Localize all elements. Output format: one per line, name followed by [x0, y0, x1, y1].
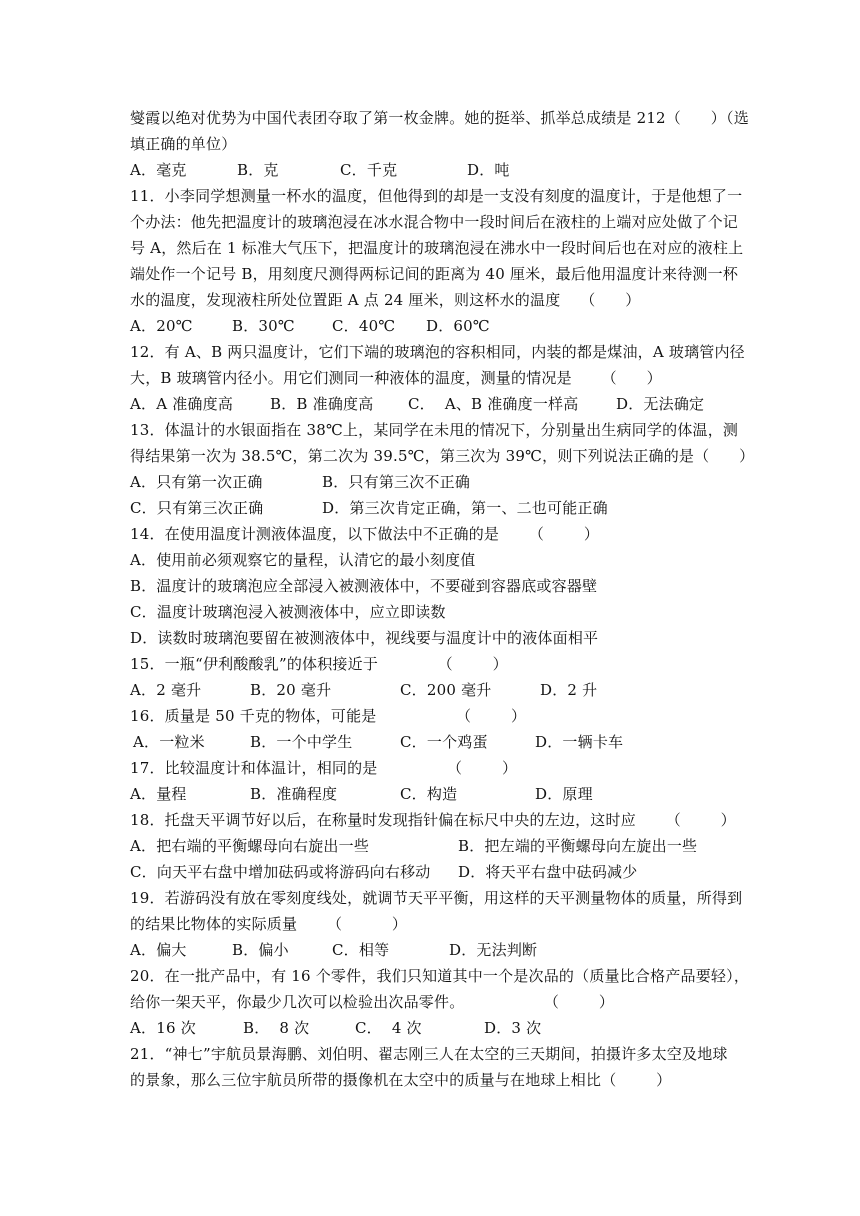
q19-option-b: B．偏小 [232, 941, 289, 959]
q16-option-c: C．一个鸡蛋 [400, 733, 488, 751]
q20-option-a: A．16 次 [130, 1019, 196, 1037]
q10-option-a: A．毫克 [130, 161, 187, 179]
q18-option-a: A．把右端的平衡螺母向右旋出一些 [130, 837, 370, 855]
q11-option-c: C．40℃ [332, 317, 396, 335]
q19-option-c: C．相等 [332, 941, 390, 959]
q17-option-c: C．构造 [400, 785, 458, 803]
q13-line-2: 得结果第一次为 38.5℃，第二次为 39.5℃，第三次为 39℃，则下列说法正确的是（ ） [130, 447, 755, 465]
q19-option-a: A．偏大 [130, 941, 187, 959]
q21-line-2: 的景象，那么三位宇航员所带的摄像机在太空中的质量与在地球上相比（ ） [130, 1071, 672, 1089]
q20-option-b: B． 8 次 [243, 1019, 310, 1037]
q11-line-3: 号 A，然后在 1 标准大气压下，把温度计的玻璃泡浸在沸水中一段时间后也在对应的液柱上 [130, 239, 744, 257]
q13-option-a: A．只有第一次正确 [130, 473, 263, 491]
q18-option-c: C．向天平右盘中增加砝码或将游码向右移动 [130, 863, 431, 881]
q12-option-a: A．A 准确度高 [130, 395, 234, 413]
q16-option-d: D．一辆卡车 [535, 733, 624, 751]
q15-option-b: B．20 毫升 [250, 681, 332, 699]
q14-option-c: C．温度计玻璃泡浸入被测液体中，应立即读数 [130, 603, 446, 621]
q18-option-d: D．将天平右盘中砝码减少 [458, 863, 638, 881]
q19-line-2: 的结果比物体的实际质量 （ ） [130, 915, 408, 933]
q15-option-d: D．2 升 [540, 681, 598, 699]
q14-option-a: A．使用前必须观察它的量程，认清它的最小刻度值 [130, 551, 476, 569]
q10-option-c: C．千克 [340, 161, 398, 179]
q11-line-2: 个办法：他先把温度计的玻璃泡浸在冰水混合物中一段时间后在液柱的上端对应处做了个记 [130, 213, 739, 231]
q14-line-1: 14．在使用温度计测液体温度，以下做法中不正确的是 （ ） [130, 525, 600, 543]
q16-option-b: B．一个中学生 [250, 733, 353, 751]
q16-option-a: A．一粒米 [133, 733, 205, 751]
q12-option-d: D．无法确定 [616, 395, 705, 413]
q12-line-1: 12．有 A、B 两只温度计，它们下端的玻璃泡的容积相同，内装的都是煤油，A 玻璃管内径 [130, 343, 745, 361]
q16-line-1: 16．质量是 50 千克的物体，可能是 （ ） [130, 707, 527, 725]
q12-option-b: B．B 准确度高 [270, 395, 374, 413]
q15-line-1: 15．一瓶“伊利酸酸乳”的体积接近于 （ ） [130, 655, 508, 673]
q20-line-1: 20．在一批产品中，有 16 个零件，我们只知道其中一个是次品的（质量比合格产品要轻）， [130, 967, 750, 985]
q15-option-a: A．2 毫升 [130, 681, 202, 699]
q10-option-b: B．克 [237, 161, 279, 179]
q13-option-c: C．只有第三次正确 [130, 499, 264, 517]
q11-line-4: 端处作一个记号 B，用刻度尺测得两标记间的距离为 40 厘米，最后他用温度计来待测一杯 [130, 265, 739, 283]
q20-option-c: C． 4 次 [355, 1019, 422, 1037]
q12-line-2: 大，B 玻璃管内径小。用它们测同一种液体的温度，测量的情况是 （ ） [130, 369, 662, 387]
q14-option-d: D．读数时玻璃泡要留在被测液体中，视线要与温度计中的液体面相平 [130, 629, 599, 647]
q19-line-1: 19．若游码没有放在零刻度线处，就调节天平平衡，用这样的天平测量物体的质量，所得到 [130, 889, 743, 907]
q18-option-b: B．把左端的平衡螺母向左旋出一些 [458, 837, 698, 855]
q13-option-b: B．只有第三次不正确 [322, 473, 471, 491]
q17-option-b: B．准确程度 [250, 785, 338, 803]
q11-option-a: A．20℃ [130, 317, 193, 335]
q17-option-a: A．量程 [130, 785, 187, 803]
q11-line-1: 11．小李同学想测量一杯水的温度，但他得到的却是一支没有刻度的温度计，于是他想了一 [130, 187, 743, 205]
q14-option-b: B．温度计的玻璃泡应全部浸入被测液体中，不要碰到容器底或容器壁 [130, 577, 598, 595]
q17-line-1: 17．比较温度计和体温计，相同的是 （ ） [130, 759, 518, 777]
q18-line-1: 18．托盘天平调节好以后，在称量时发现指针偏在标尺中央的左边，这时应 （ ） [130, 811, 736, 829]
q11-line-5: 水的温度，发现液柱所处位置距 A 点 24 厘米，则这杯水的温度 （ ） [130, 291, 641, 309]
q12-option-c: C． A、B 准确度一样高 [408, 395, 579, 413]
q20-option-d: D．3 次 [484, 1019, 542, 1037]
q13-option-d: D．第三次肯定正确，第一、二也可能正确 [322, 499, 608, 517]
q11-option-b: B．30℃ [232, 317, 295, 335]
q20-line-2: 给你一架天平，你最少几次可以检验出次品零件。 （ ） [130, 993, 615, 1011]
q21-line-1: 21．“神七”宇航员景海鹏、刘伯明、翟志刚三人在太空的三天期间，拍摄许多太空及地球 [130, 1045, 728, 1063]
q13-line-1: 13．体温计的水银面指在 38℃上，某同学在未甩的情况下，分别量出生病同学的体温，测 [130, 421, 739, 439]
q19-option-d: D．无法判断 [449, 941, 538, 959]
q10-line-2: 填正确的单位） [130, 135, 237, 153]
q17-option-d: D．原理 [535, 785, 593, 803]
q10-line-1: 燮霞以绝对优势为中国代表团夺取了第一枚金牌。她的挺举、抓举总成绩是 212（ ）（选 [130, 109, 749, 127]
q15-option-c: C．200 毫升 [400, 681, 492, 699]
q11-option-d: D．60℃ [426, 317, 490, 335]
q10-option-d: D．吨 [467, 161, 510, 179]
